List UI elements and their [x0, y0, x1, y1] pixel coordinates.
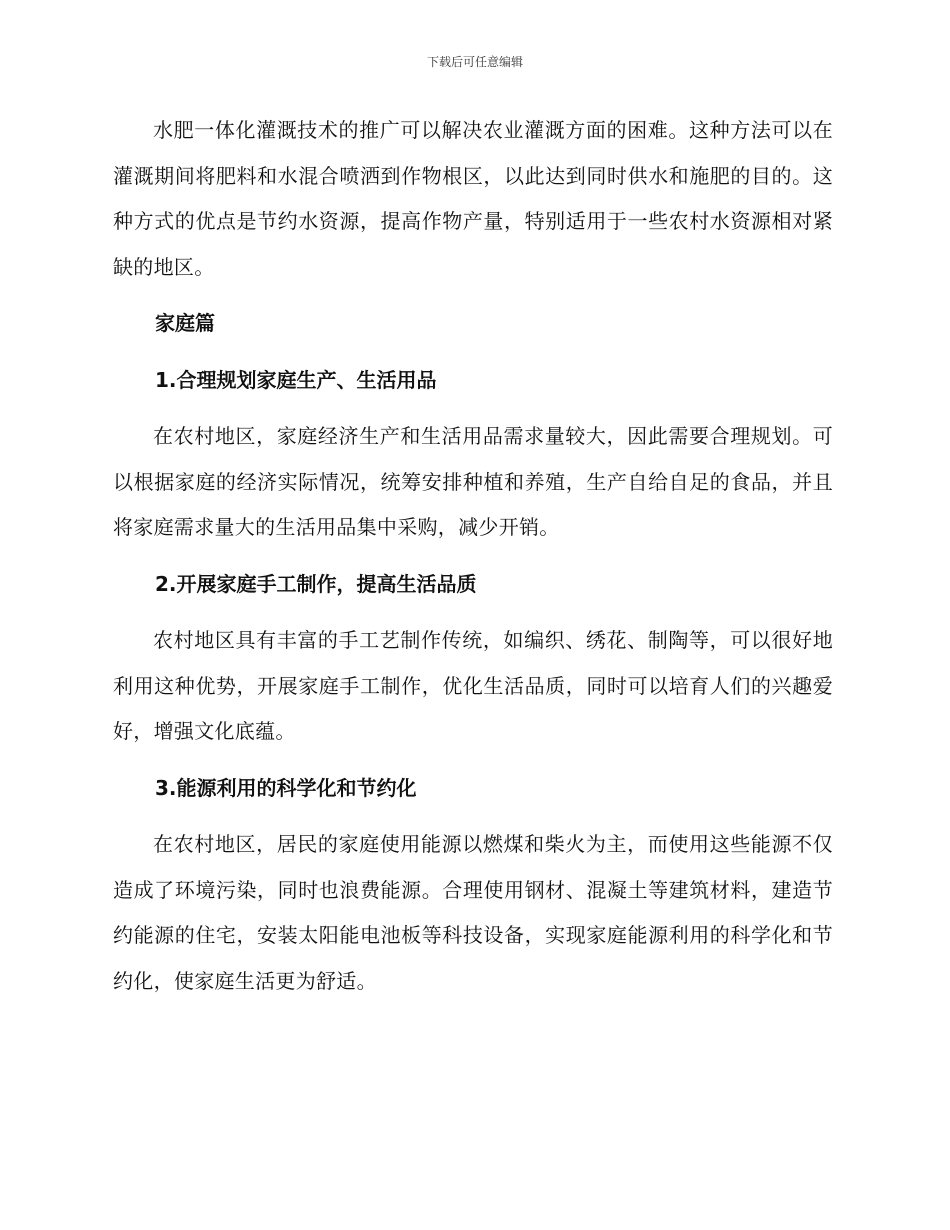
paragraph-handcraft: 农村地区具有丰富的手工艺制作传统，如编织、绣花、制陶等，可以很好地利用这种优势，开展家庭手工制作，优化生活品质，同时可以培育人们的兴趣爱好，增强文化底蕴。: [113, 628, 833, 743]
header-note: 下载后可任意编辑: [426, 55, 523, 69]
paragraph-energy: 在农村地区，居民的家庭使用能源以燃煤和柴火为主，而使用这些能源不仅造成了环境污染，同时也浪费能源。合理使用钢材、混凝土等建筑材料，建造节约能源的住宅，安装太阳能电池板等科技设备，实现家庭能源利用的科学化和节约化，使家庭生活更为舒适。: [113, 832, 833, 993]
document-body: [113, 108, 833, 1004]
paragraph-irrigation: 水肥一体化灌溉技术的推广可以解决农业灌溉方面的困难。这种方法可以在灌溉期间将肥料和水混合喷洒到作物根区，以此达到同时供水和施肥的目的。这种方式的优点是节约水资源，提高作物产量，特别适用于一些农村水资源相对紧缺的地区。: [113, 118, 833, 279]
paragraph-planning: 在农村地区，家庭经济生产和生活用品需求量较大，因此需要合理规划。可以根据家庭的经济实际情况，统筹安排种植和养殖，生产自给自足的食品，并且将家庭需求量大的生活用品集中采购，减少开销。: [113, 424, 833, 539]
heading-handcraft: 2.开展家庭手工制作，提高生活品质: [155, 571, 477, 596]
heading-energy: 3.能源利用的科学化和节约化: [155, 775, 417, 800]
section-title: 家庭篇: [155, 311, 215, 335]
heading-planning: 1.合理规划家庭生产、生活用品: [155, 367, 437, 392]
